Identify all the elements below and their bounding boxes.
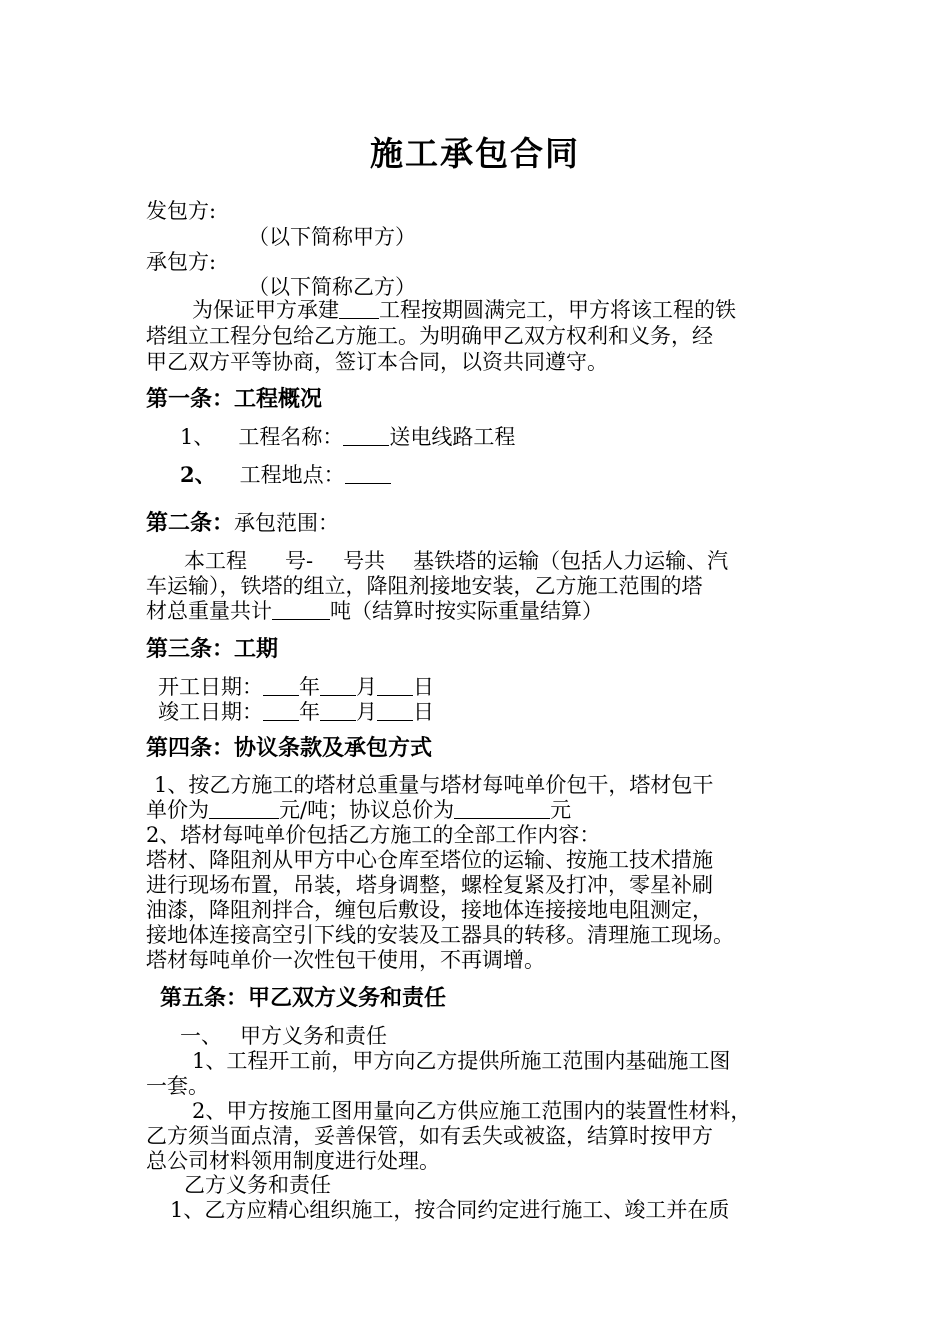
blank-underline <box>377 675 413 696</box>
article-4-price-line <box>146 797 571 823</box>
scope-text: 材总重量共计 <box>146 599 272 623</box>
article-4-line-2: 进行现场布置，吊装，塔身调整，螺栓复紧及打冲，零星补刷 <box>146 873 713 897</box>
article-4-para-1: 1、按乙方施工的塔材总重量与塔材每吨单价包干，塔材包干 <box>154 773 714 797</box>
date-unit: 年 <box>299 675 320 699</box>
article-5-a1-line-2: 一套。 <box>146 1074 209 1098</box>
intro-text: 为保证甲方承建 <box>192 298 339 322</box>
article-5-a2-line-3: 总公司材料领用制度进行处理。 <box>146 1149 440 1173</box>
blank-underline <box>339 298 379 319</box>
article-4-heading: 第四条：协议条款及承包方式 <box>146 735 433 761</box>
document-title: 施工承包合同 <box>370 134 580 173</box>
blank-underline <box>263 700 299 721</box>
article-2-heading <box>146 510 339 536</box>
article-2-line-1 <box>184 548 728 574</box>
date-label: 开工日期： <box>158 675 263 699</box>
item-number: 2、 <box>180 462 216 487</box>
date-unit: 年 <box>299 700 320 724</box>
article-5-a2-line-2: 乙方须当面点清，妥善保管，如有丢失或被盗，结算时按甲方 <box>146 1124 713 1148</box>
article-heading: 第二条： <box>146 510 235 536</box>
blank-underline <box>320 700 356 721</box>
sub-heading: 甲方义务和责任 <box>240 1024 387 1048</box>
intro-line-1 <box>192 297 736 323</box>
item-label: 工程地点： <box>239 463 345 487</box>
intro-line-2: 塔组立工程分包给乙方施工。为明确甲乙双方权利和义务，经 <box>146 324 713 348</box>
article-1-item-2 <box>180 462 391 488</box>
article-4-line-5: 塔材每吨单价一次性包干使用，不再调增。 <box>146 948 545 972</box>
article-4-line-4: 接地体连接高空引下线的安装及工器具的转移。清理施工现场。 <box>146 923 734 947</box>
scope-text: 基铁塔的运输（包括人力运输、汽 <box>413 549 729 573</box>
project-name: 送电线路工程 <box>389 425 516 449</box>
scope-text: 号- <box>285 549 314 573</box>
start-date-line <box>158 674 434 700</box>
article-1-heading: 第一条：工程概况 <box>146 386 323 412</box>
article-2-line-2: 车运输），铁塔的组立，降阻剂接地安装，乙方施工范围的塔 <box>146 574 703 598</box>
blank-underline <box>209 798 279 819</box>
date-unit: 日 <box>413 675 434 699</box>
blank-underline <box>377 700 413 721</box>
sub-number: 一、 <box>180 1024 222 1048</box>
price-text: 元 <box>550 798 572 822</box>
intro-line-3: 甲乙双方平等协商，签订本合同，以资共同遵守。 <box>146 350 608 374</box>
price-text: 单价为 <box>146 798 209 822</box>
article-1-item-1 <box>180 424 515 450</box>
article-5-heading: 第五条：甲乙双方义务和责任 <box>160 985 447 1011</box>
scope-text: 吨（结算时按实际重量结算） <box>330 599 603 623</box>
article-5-sub-2: 乙方义务和责任 <box>184 1173 331 1197</box>
end-date-line <box>158 699 434 725</box>
blank-underline <box>263 675 299 696</box>
article-3-heading: 第三条：工期 <box>146 636 279 662</box>
article-heading-rest: 承包范围： <box>234 511 340 535</box>
blank-underline <box>343 425 389 446</box>
intro-text: 工程按期圆满完工，甲方将该工程的铁 <box>379 298 736 322</box>
contractor-label: 承包方: <box>146 250 217 274</box>
article-2-line-3 <box>146 598 603 624</box>
item-number: 1、 <box>180 425 215 449</box>
blank-underline <box>454 798 550 819</box>
employer-note: （以下简称甲方） <box>248 225 416 249</box>
date-unit: 月 <box>356 700 377 724</box>
article-4-line-1: 塔材、降阻剂从甲方中心仓库至塔位的运输、按施工技术措施 <box>146 848 713 872</box>
contractor-note: （以下简称乙方） <box>248 275 416 299</box>
article-5-a1-line-1: 1、工程开工前，甲方向乙方提供所施工范围内基础施工图 <box>192 1049 731 1073</box>
date-label: 竣工日期： <box>158 700 263 724</box>
blank-underline <box>345 463 391 484</box>
article-5-a2-line-1: 2、甲方按施工图用量向乙方供应施工范围内的装置性材料， <box>192 1099 752 1123</box>
blank-underline <box>272 599 330 620</box>
price-text: 元/吨；协议总价为 <box>279 798 455 822</box>
article-4-line-3: 油漆，降阻剂拌合，缠包后敷设，接地体连接接地电阻测定， <box>146 898 713 922</box>
scope-text: 本工程 <box>184 549 247 573</box>
date-unit: 月 <box>356 675 377 699</box>
blank-underline <box>320 675 356 696</box>
article-5-sub-1 <box>180 1023 387 1049</box>
item-label: 工程名称： <box>238 425 344 449</box>
scope-text: 号共 <box>343 549 386 573</box>
date-unit: 日 <box>413 700 434 724</box>
article-4-para-2: 2、塔材每吨单价包括乙方施工的全部工作内容： <box>146 823 601 847</box>
employer-label: 发包方: <box>146 199 217 223</box>
article-5-b1-line-1: 1、乙方应精心组织施工，按合同约定进行施工、竣工并在质 <box>170 1198 730 1222</box>
